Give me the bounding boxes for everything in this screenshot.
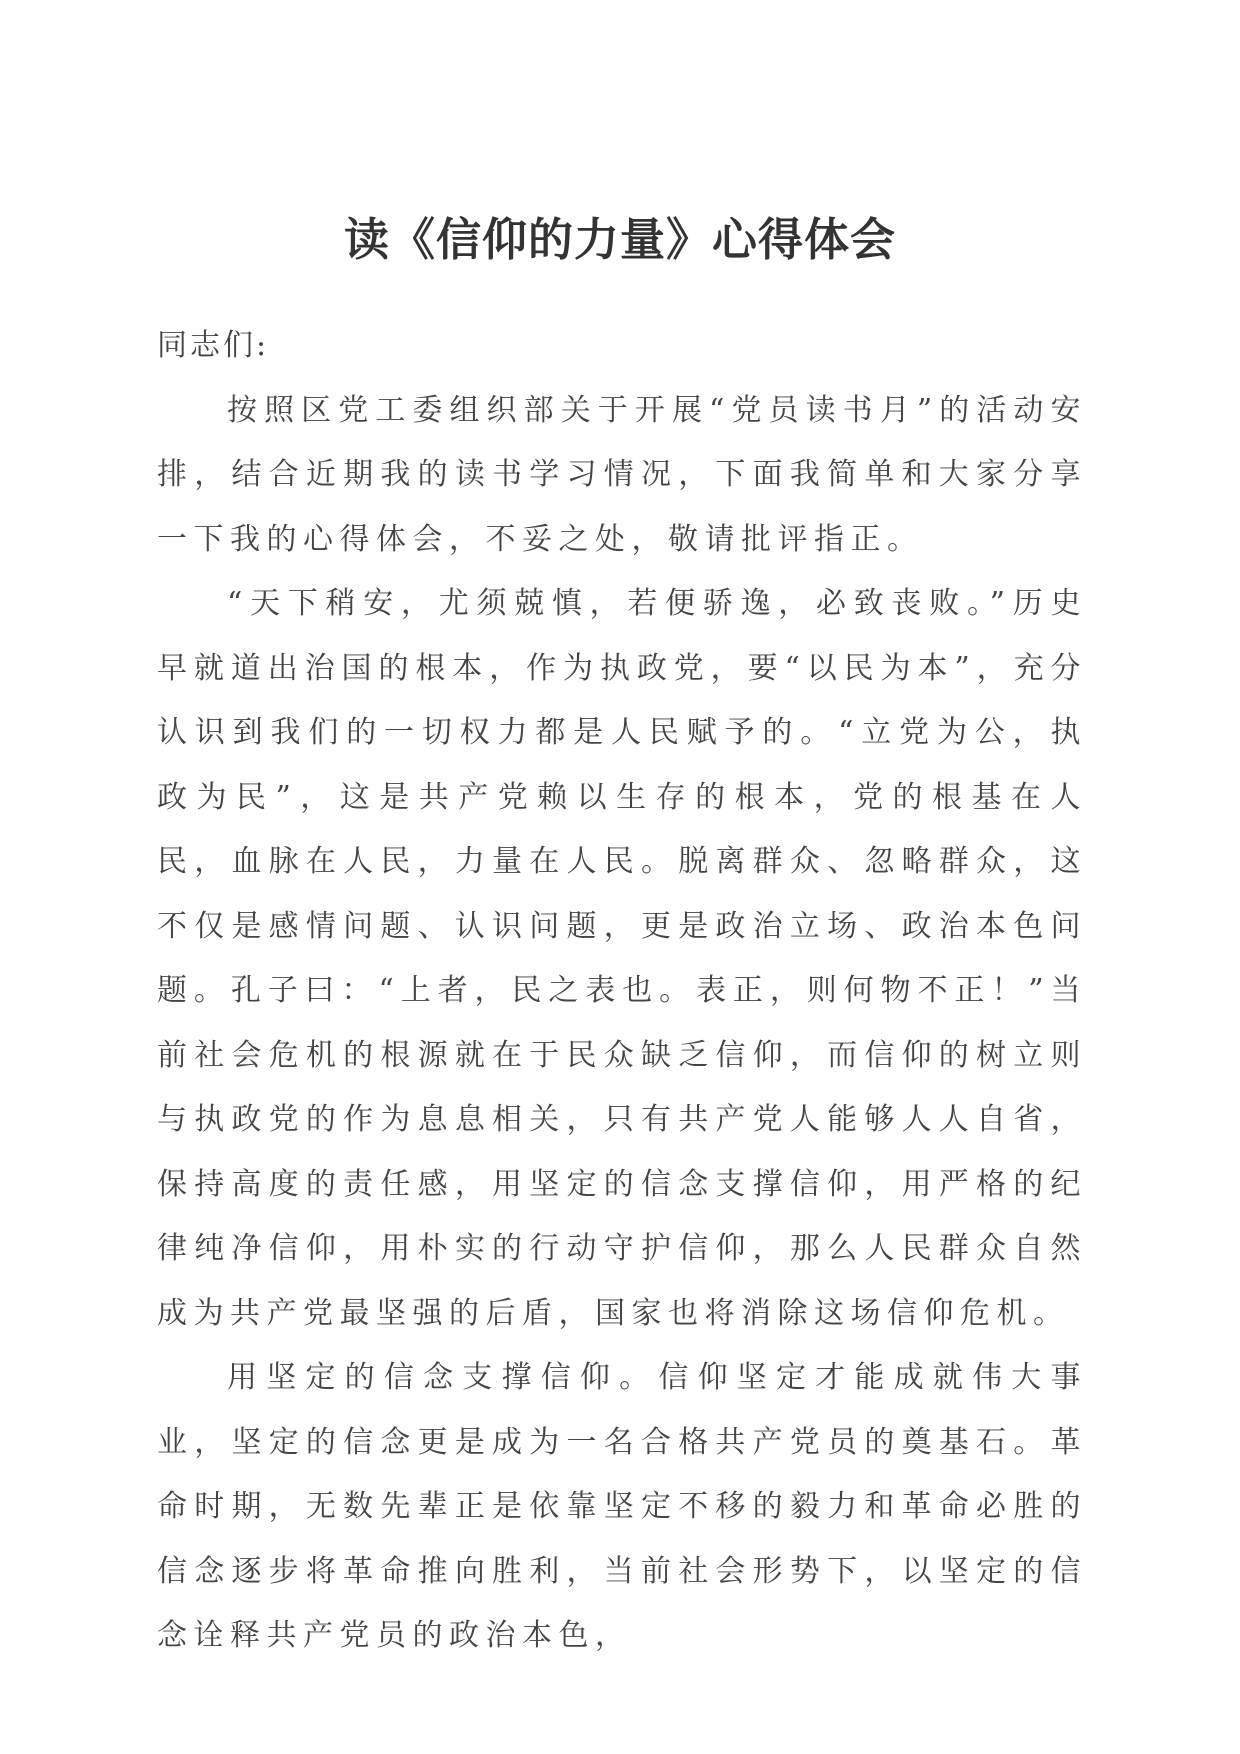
paragraph-firm-belief: 用坚定的信念支撑信仰。信仰坚定才能成就伟大事业，坚定的信念更是成为一名合格共产党员的奠基石。革命时期，无数先辈正是依靠坚定不移的毅力和革命必胜的信念逐步将革命推向胜利，当前社会形势下，以坚定的信念诠释共产党员的政治本色， <box>157 1360 1087 1653</box>
document-body <box>157 314 1087 1669</box>
document-title: 读《信仰的力量》心得体会 <box>343 213 896 266</box>
salutation: 同志们: <box>157 328 270 363</box>
paragraph-history-quote: “天下稍安，尤须兢慎，若便骄逸，必致丧败。”历史早就道出治国的根本，作为执政党，要“以民为本”，充分认识到我们的一切权力都是人民赋予的。“立党为公，执政为民”，这是共产党赖以生存的根本，党的根基在人民，血脉在人民，力量在人民。脱离群众、忽略群众，这不仅是感情问题、认识问题，更是政治立场、政治本色问题。孔子曰：“上者，民之表也。表正，则何物不正！”当前社会危机的根源就在于民众缺乏信仰，而信仰的树立则与执政党的作为息息相关，只有共产党人能够人人自省，保持高度的责任感，用坚定的信念支撑信仰，用严格的纪律纯净信仰，用朴实的行动守护信仰，那么人民群众自然成为共产党最坚强的后盾，国家也将消除这场信仰危机。 <box>157 586 1087 1331</box>
paragraph-activity-intro: 按照区党工委组织部关于开展“党员读书月”的活动安排，结合近期我的读书学习情况，下面我简单和大家分享一下我的心得体会，不妥之处，敬请批评指正。 <box>157 392 1087 557</box>
